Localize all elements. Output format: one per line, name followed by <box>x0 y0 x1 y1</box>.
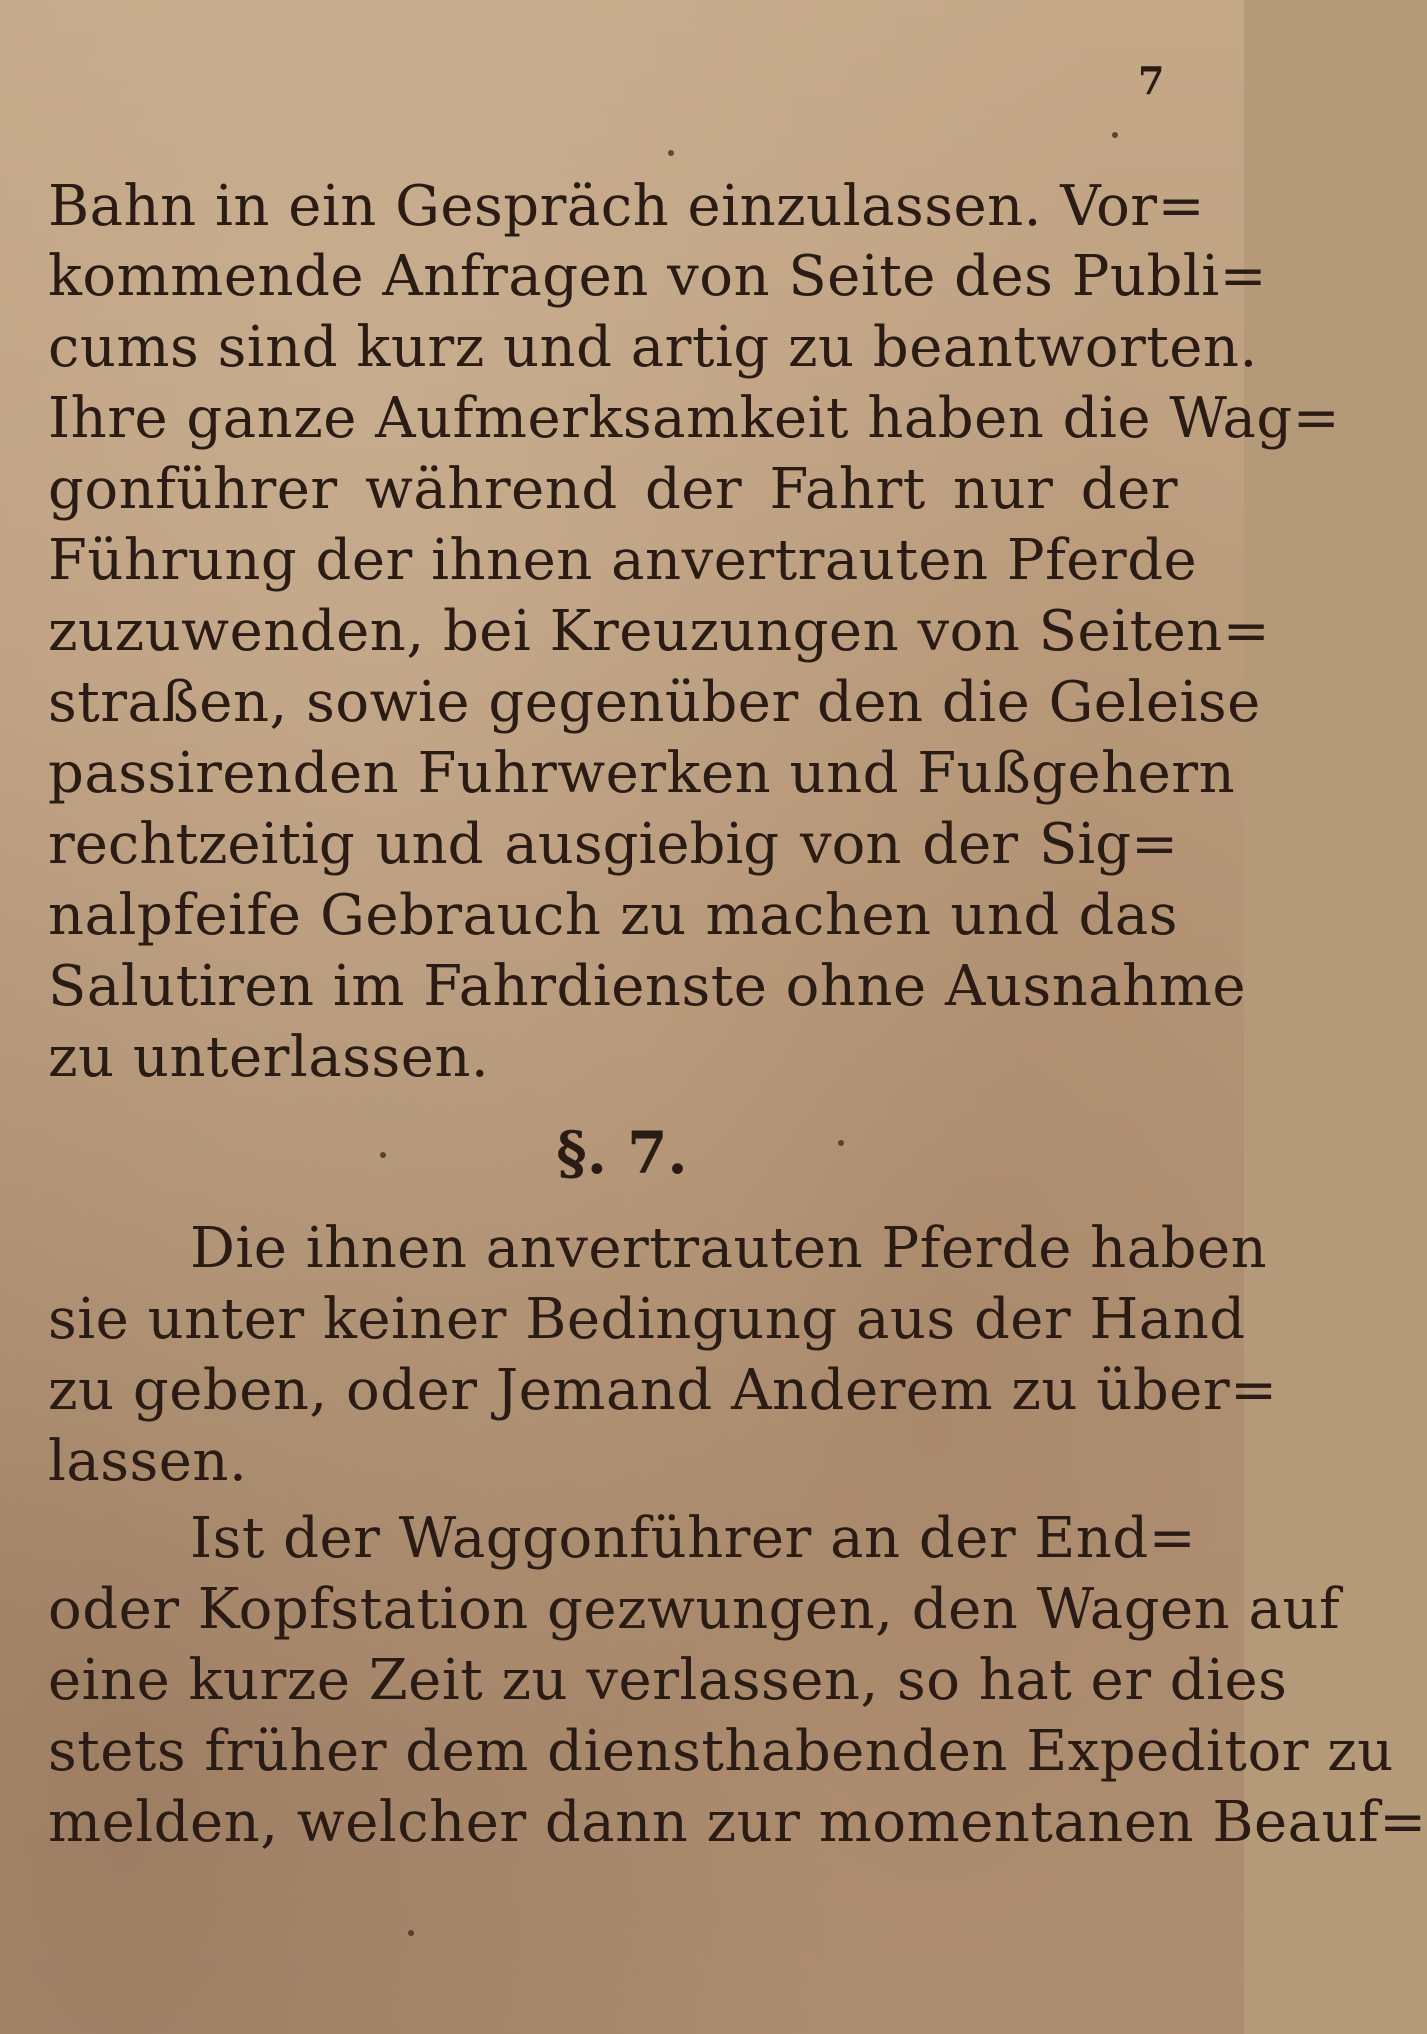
paper-speck <box>408 1930 414 1936</box>
text-line: lassen. <box>48 1429 248 1494</box>
text-line: zuzuwenden, bei Kreuzungen von Seiten= <box>48 599 1271 664</box>
text-line: Ist der Waggonführer an der End= <box>190 1506 1197 1571</box>
text-line: Führung der ihnen anvertrauten Pferde <box>48 528 1198 593</box>
text-line: rechtzeitig und ausgiebig von der Sig= <box>48 812 1178 877</box>
text-line: oder Kopfstation gezwungen, den Wagen auf <box>48 1577 1341 1642</box>
text-line: straßen, sowie gegenüber den die Geleise <box>48 670 1261 735</box>
text-line: passirenden Fuhrwerken und Fußgehern <box>48 741 1236 806</box>
text-line: Ihre ganze Aufmerksamkeit haben die Wag= <box>48 386 1341 451</box>
paper-speck <box>1112 132 1118 138</box>
text-line: zu geben, oder Jemand Anderem zu über= <box>48 1358 1278 1423</box>
text-line: gonführer während der Fahrt nur der <box>48 457 1178 522</box>
text-line: Die ihnen anvertrauten Pferde haben <box>190 1216 1268 1281</box>
text-line: melden, welcher dann zur momentanen Beauf= <box>48 1790 1427 1855</box>
paper-speck <box>380 1152 386 1158</box>
text-line: stets früher dem diensthabenden Expeditor zu <box>48 1719 1394 1784</box>
text-line: Bahn in ein Gespräch einzulassen. Vor= <box>48 174 1205 239</box>
paper-speck <box>668 150 674 156</box>
text-line: eine kurze Zeit zu verlassen, so hat er dies <box>48 1648 1288 1713</box>
text-line: zu unterlassen. <box>48 1025 490 1090</box>
text-line: sie unter keiner Bedingung aus der Hand <box>48 1287 1246 1352</box>
text-line: kommende Anfragen von Seite des Publi= <box>48 244 1268 309</box>
paper-speck <box>838 1140 844 1146</box>
text-line: cums sind kurz und artig zu beantworten. <box>48 315 1258 380</box>
section-heading: §. 7. <box>556 1119 688 1187</box>
page-number: 7 <box>1138 58 1165 103</box>
text-line: Salutiren im Fahrdienste ohne Ausnahme <box>48 954 1246 1019</box>
text-line: nalpfeife Gebrauch zu machen und das <box>48 883 1178 948</box>
